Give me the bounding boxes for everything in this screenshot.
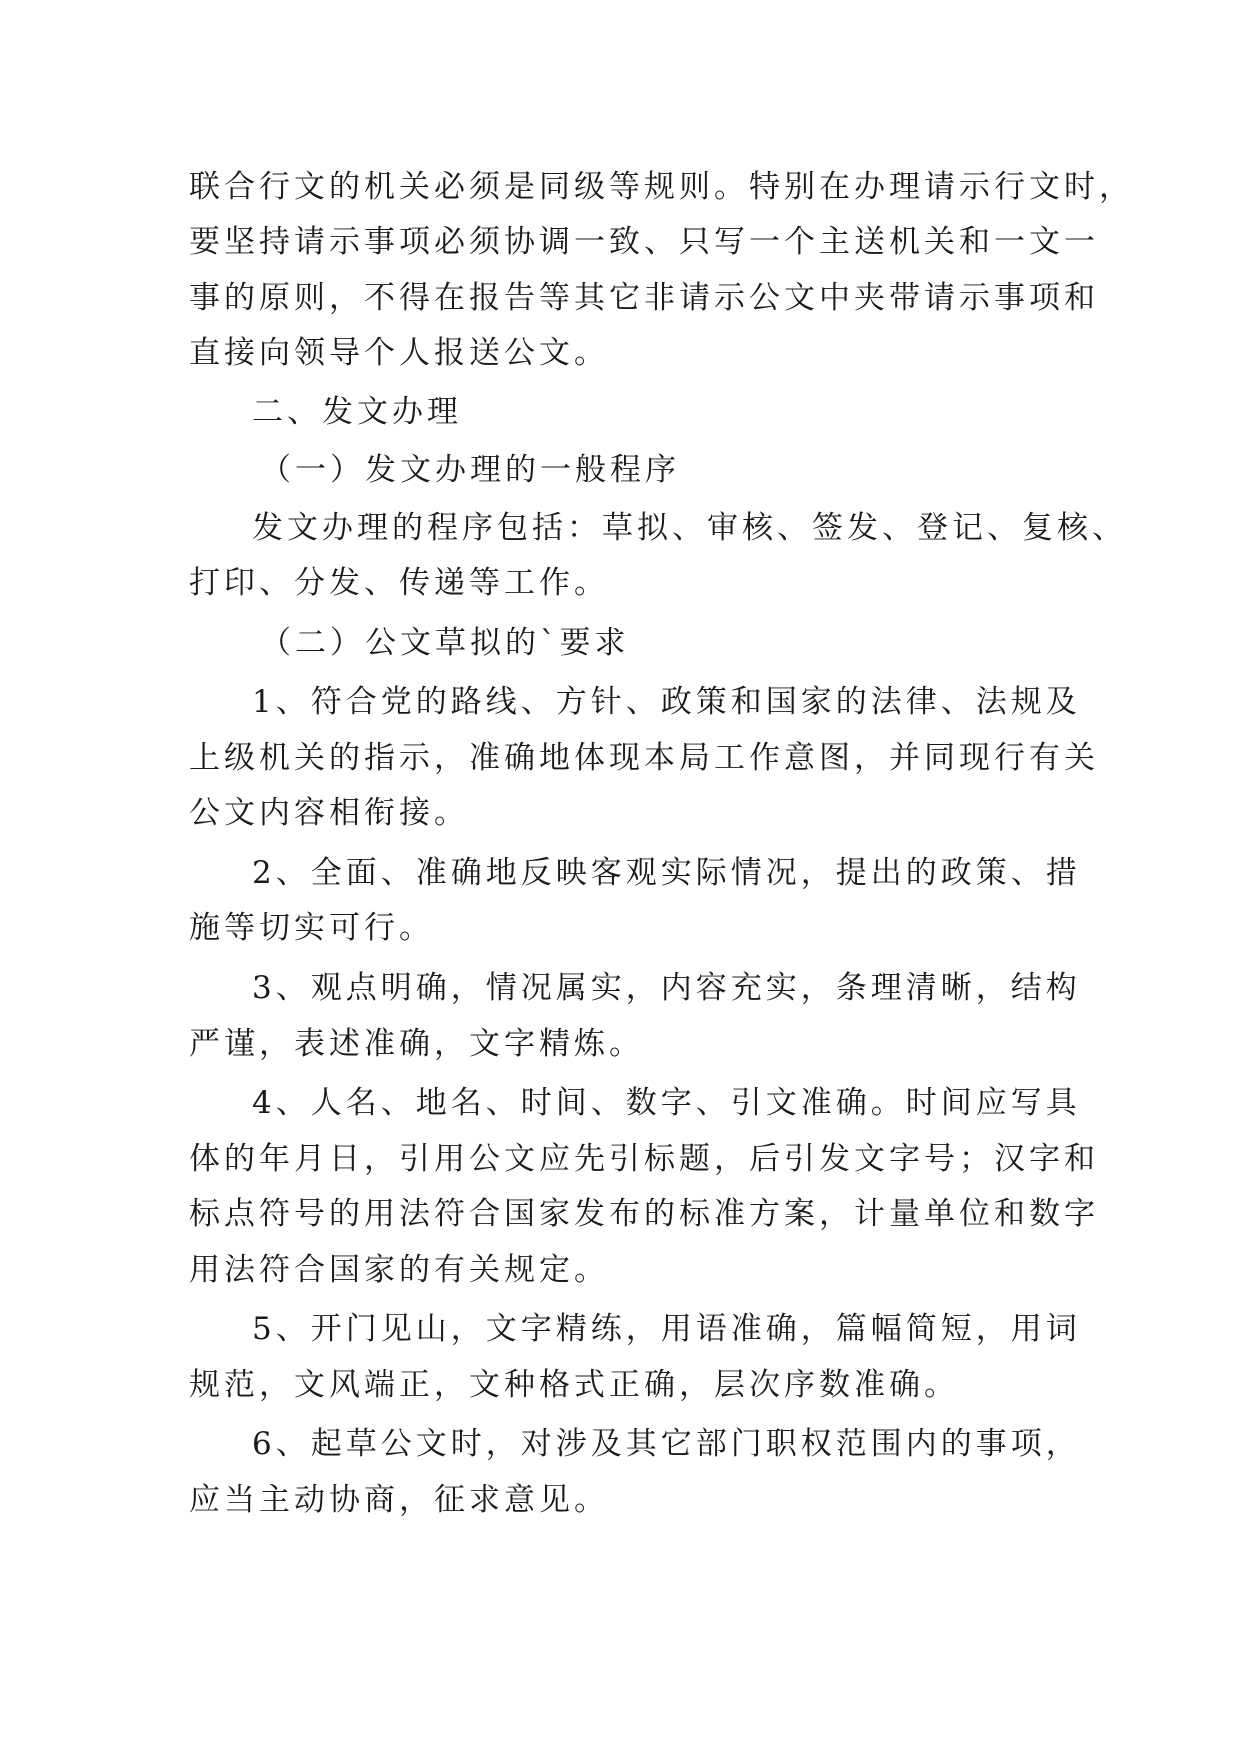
text-line: 要坚持请示事项必须协调一致、只写一个主送机关和一文一 <box>189 224 1099 260</box>
text-line: 3、观点明确，情况属实，内容充实，条理清晰，结构 <box>252 970 1081 1006</box>
subsection-heading: （一）发文办理的一般程序 <box>260 452 680 488</box>
text-line: 直接向领导个人报送公文。 <box>189 335 609 371</box>
text-line: 6、起草公文时，对涉及其它部门职权范围内的事项， <box>252 1426 1081 1462</box>
text-line: 打印、分发、传递等工作。 <box>189 565 609 601</box>
text-line: 4、人名、地名、时间、数字、引文准确。时间应写具 <box>252 1085 1081 1121</box>
text-line: 联合行文的机关必须是同级等规则。特别在办理请示行文时， <box>189 169 1134 205</box>
text-line: 用法符合国家的有关规定。 <box>189 1252 609 1288</box>
text-line: 公文内容相衔接。 <box>189 795 469 831</box>
text-line: 施等切实可行。 <box>189 910 434 946</box>
text-line: 5、开门见山，文字精练，用语准确，篇幅简短，用词 <box>252 1311 1081 1347</box>
text-line: 严谨，表述准确，文字精炼。 <box>189 1026 644 1062</box>
text-line: 发文办理的程序包括：草拟、审核、签发、登记、复核、 <box>252 510 1127 546</box>
text-line: 应当主动协商，征求意见。 <box>189 1482 609 1518</box>
text-line: 上级机关的指示，准确地体现本局工作意图，并同现行有关 <box>189 740 1099 776</box>
text-line: 规范，文风端正，文种格式正确，层次序数准确。 <box>189 1367 959 1403</box>
text-line: 1、符合党的路线、方针、政策和国家的法律、法规及 <box>252 684 1081 720</box>
text-line: 体的年月日，引用公文应先引标题，后引发文字号；汉字和 <box>189 1141 1099 1177</box>
text-line: 标点符号的用法符合国家发布的标准方案，计量单位和数字 <box>189 1196 1099 1232</box>
section-heading: 二、发文办理 <box>252 394 462 430</box>
subsection-heading: （二）公文草拟的`要求 <box>260 625 630 661</box>
text-line: 事的原则，不得在报告等其它非请示公文中夹带请示事项和 <box>189 280 1099 316</box>
text-line: 2、全面、准确地反映客观实际情况，提出的政策、措 <box>252 855 1081 891</box>
